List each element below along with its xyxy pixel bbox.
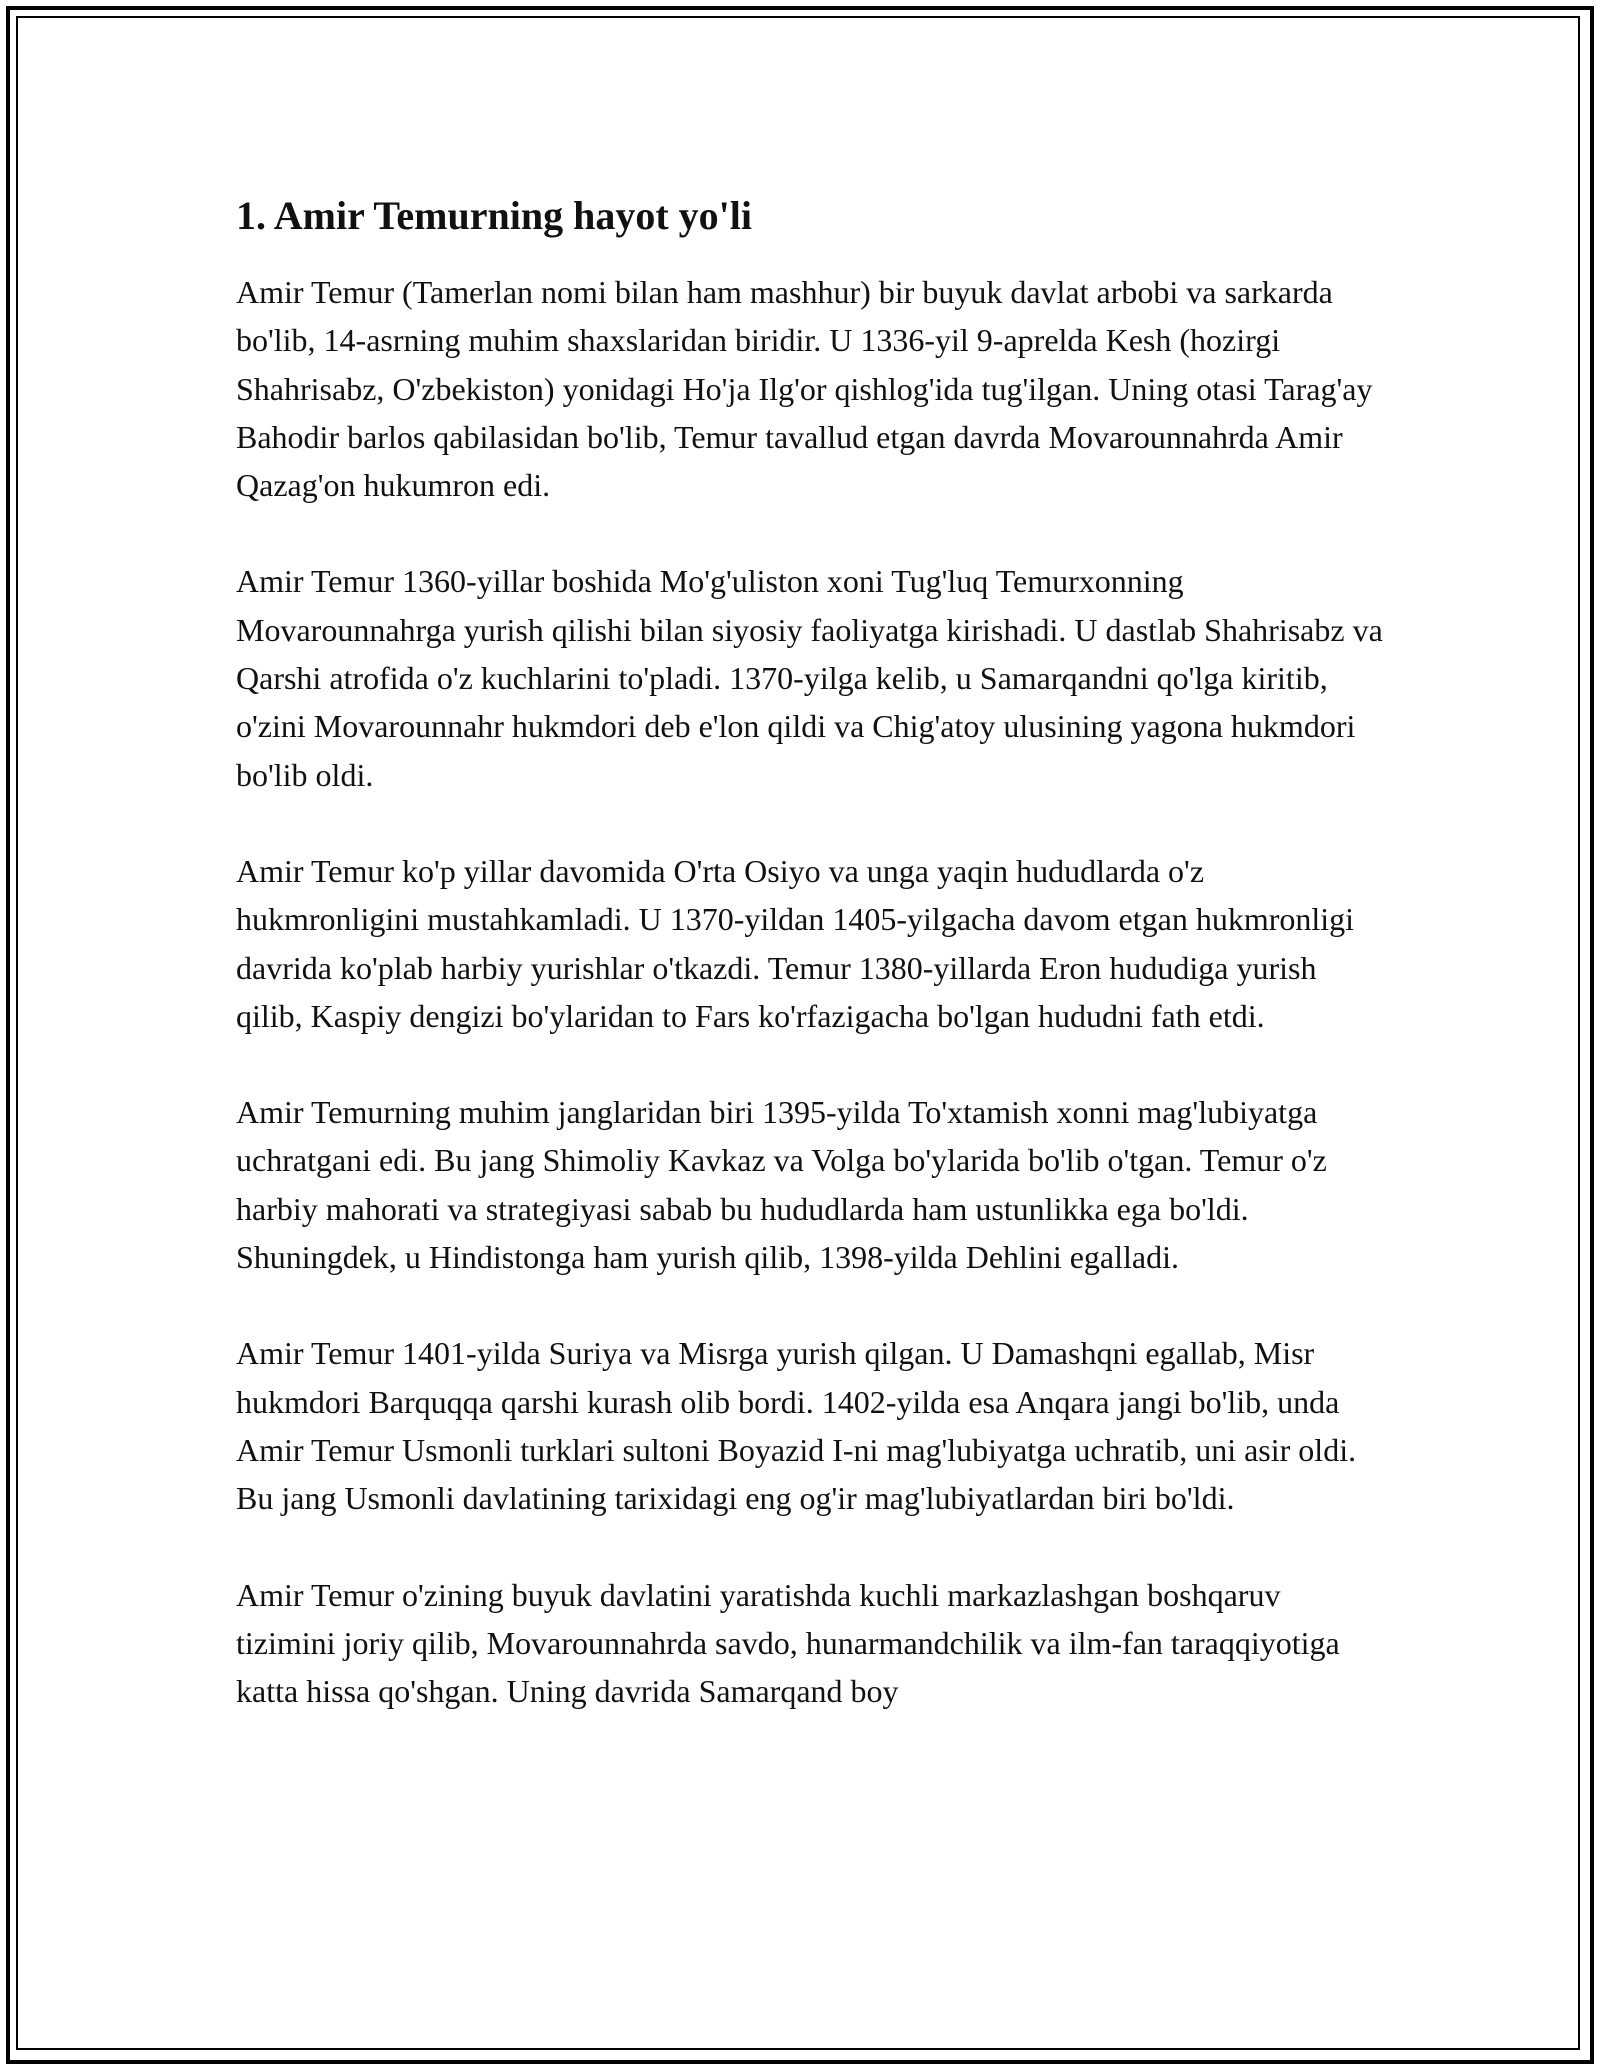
section-heading: 1. Amir Temurning hayot yo'li	[236, 193, 753, 238]
paragraph-3: Amir Temur ko'p yillar davomida O'rta Osiyo va unga yaqin hududlarda o'z hukmronligini mustahkamladi. U 1370-yildan 1405-yilgacha davom etgan hukmronligi davrida ko'plab harbiy yurishlar o'tkazdi. Temur 1380-yillarda Eron hududiga yurish qilib, Kaspiy dengizi bo'ylaridan to Fars ko'rfazigacha bo'lgan hududni fath etdi.	[236, 852, 1355, 1034]
paragraph-6: Amir Temur o'zining buyuk davlatini yaratishda kuchli markazlashgan boshqaruv tizimini joriy qilib, Movarounnahrda savdo, hunarmandchilik va ilm-fan taraqqiyotiga katta hissa qo'shgan. Uning davrida Samarqand boy	[236, 1576, 1340, 1710]
paragraph-1: Amir Temur (Tamerlan nomi bilan ham mashhur) bir buyuk davlat arbobi va sarkarda bo'lib, 14-asrning muhim shaxslaridan biridir. U 1336-yil 9-aprelda Kesh (hozirgi Shahrisabz, O'zbekiston) yonidagi Ho'ja Ilg'or qishlog'ida tug'ilgan. Uning otasi Tarag'ay Bahodir barlos qabilasidan bo'lib, Temur tavallud etgan davrda Movarounnahrda Amir Qazag'on hukumron edi.	[236, 274, 1373, 504]
paragraph-2: Amir Temur 1360-yillar boshida Mo'g'uliston xoni Tug'luq Temurxonning Movarounnahrga yurish qilishi bilan siyosiy faoliyatga kirishadi. U dastlab Shahrisabz va Qarshi atrofida o'z kuchlarini to'pladi. 1370-yilga kelib, u Samarqandni qo'lga kiritib, o'zini Movarounnahr hukmdori deb e'lon qildi va Chig'atoy ulusining yagona hukmdori bo'lib oldi.	[236, 563, 1383, 793]
document-body	[236, 188, 1386, 1763]
paragraph-4: Amir Temurning muhim janglaridan biri 1395-yilda To'xtamish xonni mag'lubiyatga uchratgani edi. Bu jang Shimoliy Kavkaz va Volga bo'ylarida bo'lib o'tgan. Temur o'z harbiy mahorati va strategiyasi sabab bu hududlarda ham ustunlikka ega bo'ldi. Shuningdek, u Hindistonga ham yurish qilib, 1398-yilda Dehlini egalladi.	[236, 1094, 1327, 1276]
paragraph-5: Amir Temur 1401-yilda Suriya va Misrga yurish qilgan. U Damashqni egallab, Misr hukmdori Barquqqa qarshi kurash olib bordi. 1402-yilda esa Anqara jangi bo'lib, unda Amir Temur Usmonli turklari sultoni Boyazid I-ni mag'lubiyatga uchratib, uni asir oldi. Bu jang Usmonli davlatining tarixidagi eng og'ir mag'lubiyatlardan biri bo'ldi.	[236, 1335, 1357, 1517]
